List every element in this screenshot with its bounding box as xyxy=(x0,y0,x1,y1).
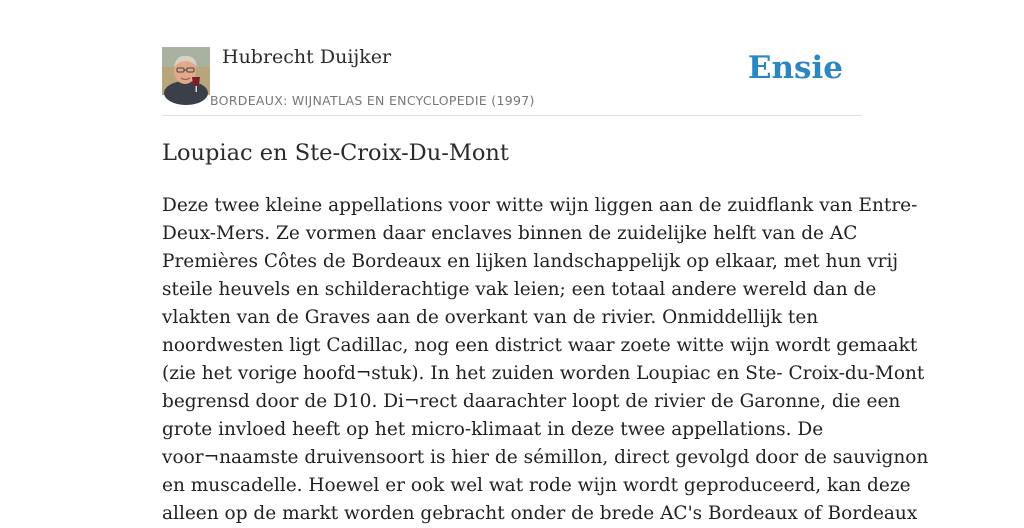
article-body xyxy=(162,192,929,528)
article-page xyxy=(162,0,929,524)
body-line: (zie het vorige hoofd¬stuk). In het zuiden worden Loupiac en Ste- Croix-du-Mont xyxy=(162,363,925,384)
article-title: Loupiac en Ste-Croix-Du-Mont xyxy=(162,140,509,166)
body-line: vlakten van de Graves aan de overkant van de rivier. Onmiddellijk ten xyxy=(162,307,819,328)
author-name[interactable]: Hubrecht Duijker xyxy=(222,46,392,68)
ensie-logo[interactable]: Ensie xyxy=(747,50,843,86)
body-line: en muscadelle. Hoewel er ook wel wat rode wijn wordt geproduceerd, kan deze xyxy=(162,475,911,496)
body-line: Premières Côtes de Bordeaux en lijken landschappelijk op elkaar, met hun vrij xyxy=(162,251,899,272)
body-line: voor¬naamste druivensoort is hier de sémillon, direct gevolgd door de sauvignon xyxy=(162,447,929,468)
body-line: alleen op de markt worden gebracht onder de brede AC's Bordeaux of Bordeaux xyxy=(162,503,918,524)
author-photo-icon xyxy=(162,47,210,95)
body-line: begrensd door de D10. Di¬rect daarachter loopt de rivier de Garonne, die een xyxy=(162,391,901,412)
author-avatar[interactable] xyxy=(162,47,210,95)
body-line: grote invloed heeft op het micro-klimaat in deze twee appellations. De xyxy=(162,419,824,440)
body-line: steile heuvels en schilderachtige vak leien; een totaal andere wereld dan de xyxy=(162,279,877,300)
body-line: Deux-Mers. Ze vormen daar enclaves binnen de zuidelijke helft van de AC xyxy=(162,223,858,244)
source-title[interactable]: BORDEAUX: WIJNATLAS EN ENCYCLOPEDIE (1997) xyxy=(210,93,535,108)
article-header xyxy=(162,0,862,116)
body-line: noordwesten ligt Cadillac, nog een district waar zoete witte wijn wordt gemaakt xyxy=(162,335,918,356)
body-line: Deze twee kleine appellations voor witte wijn liggen aan de zuidflank van Entre- xyxy=(162,195,918,216)
